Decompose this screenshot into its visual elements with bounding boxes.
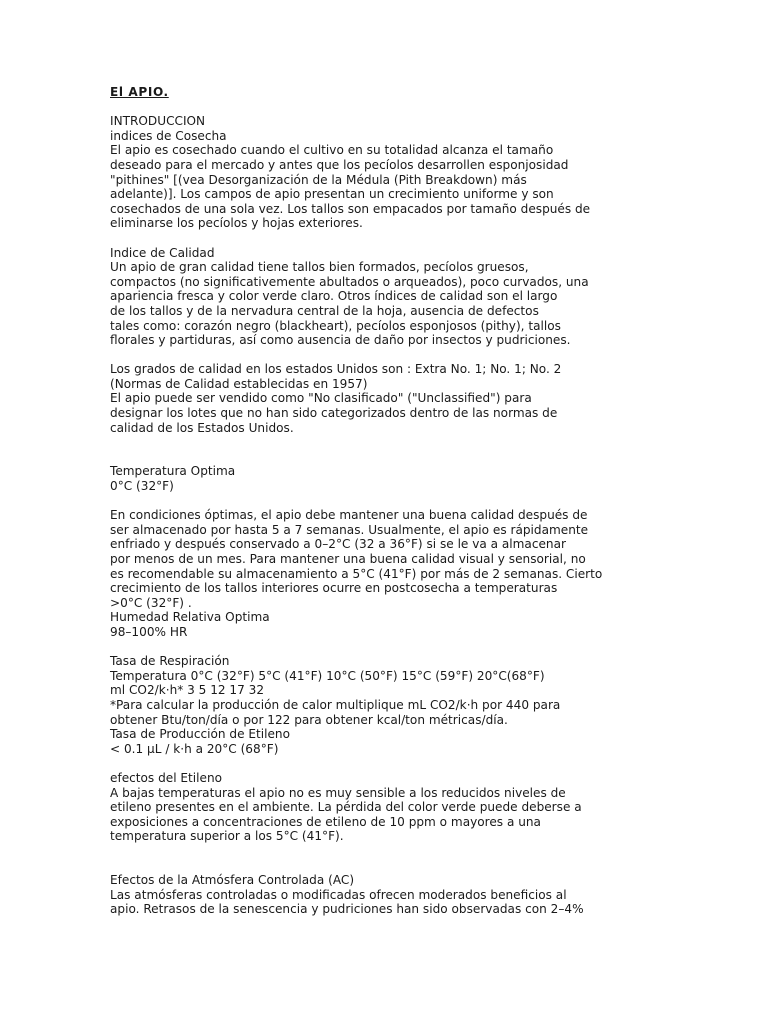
text-line: compactos (no significativemente abultados o arqueados), poco curvados, una	[110, 274, 589, 289]
text-line: Los grados de calidad en los estados Unidos son : Extra No. 1; No. 1; No. 2	[110, 362, 562, 377]
text-line: (Normas de Calidad establecidas en 1957)	[110, 376, 368, 391]
text-line: Indice de Calidad	[110, 245, 215, 260]
text-line: apio. Retrasos de la senescencia y pudriciones han sido observadas con 2–4%	[110, 902, 584, 917]
blank-line	[110, 844, 630, 859]
document-title: El APIO.	[110, 85, 169, 99]
text-line: Las atmósferas controladas o modificadas ofrecen moderados beneficios al	[110, 887, 567, 902]
text-line: indices de Cosecha	[110, 128, 227, 143]
text-line: *Para calcular la producción de calor multiplique mL CO2/k·h por 440 para	[110, 697, 561, 712]
blank-line	[110, 435, 630, 450]
text-line: 0°C (32°F)	[110, 479, 174, 494]
text-line: Un apio de gran calidad tiene tallos bien formados, pecíolos gruesos,	[110, 260, 529, 275]
document-body	[110, 114, 630, 917]
text-line: Temperatura 0°C (32°F) 5°C (41°F) 10°C (50°F) 15°C (59°F) 20°C(68°F)	[110, 668, 545, 683]
blank-line	[110, 494, 630, 509]
text-line: A bajas temperaturas el apio no es muy sensible a los reducidos niveles de	[110, 785, 566, 800]
text-line: ser almacenado por hasta 5 a 7 semanas. Usualmente, el apio es rápidamente	[110, 522, 589, 537]
document-page	[110, 85, 630, 917]
text-line: tales como: corazón negro (blackheart), pecíolos esponjosos (pithy), tallos	[110, 318, 561, 333]
text-line: ml CO2/k·h* 3 5 12 17 32	[110, 683, 265, 698]
text-line: enfriado y después conservado a 0–2°C (32 a 36°F) si se le va a almacenar	[110, 537, 566, 552]
text-line: "pithines" [(vea Desorganización de la Médula (Pith Breakdown) más	[110, 172, 527, 187]
blank-line	[110, 756, 630, 771]
text-line: obtener Btu/ton/día o por 122 para obtener kcal/ton métricas/día.	[110, 712, 508, 727]
text-line: Tasa de Respiración	[110, 654, 230, 669]
text-line: crecimiento de los tallos interiores ocurre en postcosecha a temperaturas	[110, 581, 558, 596]
text-line: apariencia fresca y color verde claro. Otros índices de calidad son el largo	[110, 289, 558, 304]
text-line: El apio es cosechado cuando el cultivo en su totalidad alcanza el tamaño	[110, 143, 554, 158]
text-line: por menos de un mes. Para mantener una buena calidad visual y sensorial, no	[110, 552, 586, 566]
blank-line	[110, 858, 630, 873]
blank-line	[110, 450, 630, 465]
text-line: En condiciones óptimas, el apio debe mantener una buena calidad después de	[110, 508, 588, 523]
text-line: es recomendable su almacenamiento a 5°C (41°F) por más de 2 semanas. Cierto	[110, 566, 603, 581]
text-line: Temperatura Optima	[110, 464, 236, 479]
text-line: etileno presentes en el ambiente. La pérdida del color verde puede deberse a	[110, 800, 582, 815]
text-line: calidad de los Estados Unidos.	[110, 420, 294, 435]
text-line: designar los lotes que no han sido categorizados dentro de las normas de	[110, 406, 558, 421]
text-line: >0°C (32°F) .	[110, 595, 192, 610]
text-line: INTRODUCCION	[110, 114, 206, 129]
text-line: deseado para el mercado y antes que los pecíolos desarrollen esponjosidad	[110, 157, 569, 172]
text-line: < 0.1 µL / k·h a 20°C (68°F)	[110, 741, 279, 756]
blank-line	[110, 348, 630, 363]
text-line: Efectos de la Atmósfera Controlada (AC)	[110, 873, 355, 888]
blank-line	[110, 640, 630, 655]
text-line: temperatura superior a los 5°C (41°F).	[110, 829, 344, 844]
text-line: de los tallos y de la nervadura central de la hoja, ausencia de defectos	[110, 303, 539, 318]
text-line: florales y partiduras, así como ausencia de daño por insectos y pudriciones.	[110, 333, 571, 348]
text-line: exposiciones a concentraciones de etileno de 10 ppm o mayores a una	[110, 814, 541, 829]
text-line: adelante)]. Los campos de apio presentan un crecimiento uniforme y son	[110, 187, 554, 202]
text-line: eliminarse los pecíolos y hojas exteriores.	[110, 216, 363, 231]
text-line: 98–100% HR	[110, 624, 188, 639]
text-line: Humedad Relativa Optima	[110, 610, 270, 625]
blank-line	[110, 231, 630, 246]
text-line: cosechados de una sola vez. Los tallos son empacados por tamaño después de	[110, 201, 591, 216]
text-line: efectos del Etileno	[110, 770, 223, 785]
text-line: Tasa de Producción de Etileno	[110, 727, 290, 742]
text-line: El apio puede ser vendido como "No clasificado" ("Unclassified") para	[110, 391, 532, 406]
